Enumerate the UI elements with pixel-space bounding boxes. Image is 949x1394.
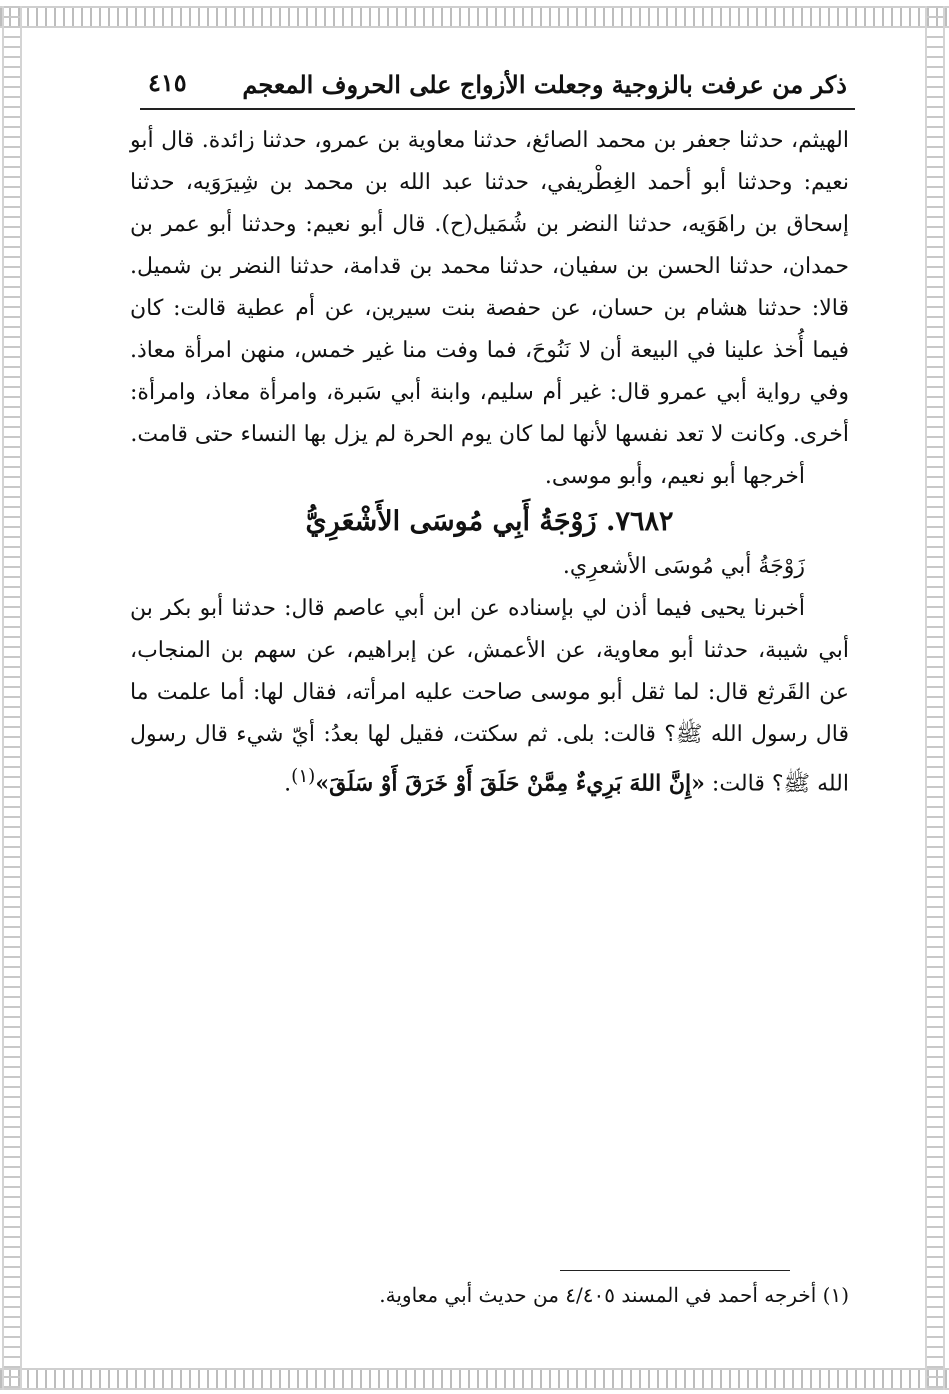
page-number: ٤١٥	[148, 68, 187, 97]
page-border-top	[0, 6, 949, 28]
paragraph-takhrij: أخرجها أبو نعيم، وأبو موسى.	[544, 464, 805, 489]
running-title: ذكر من عرفت بالزوجية وجعلت الأزواج على الحروف المعجم	[242, 70, 847, 99]
paragraph-isnad: الهيثم، حدثنا جعفر بن محمد الصائغ، حدثنا معاوية بن عمرو، حدثنا زائدة. قال أبو نعيم: وحدثنا أبو أحمد الغِطْريفي، حدثنا عبد الله بن محمد بن شِيرَوَيه، حدثنا إسحاق بن راهَوَيه، حدثنا النضر بن شُمَيل(ح). قال أبو نعيم: وحدثنا أبو عمر بن حمدان، حدثنا الحسن بن سفيان، حدثنا محمد بن قدامة، حدثنا النضر بن شميل. قالا: حدثنا هشام بن حسان، عن حفصة بنت سيرين، عن أم عطية قالت: كان فيما أُخذ علينا في البيعة أن لا نَنُوحَ، فما وفت منا غير خمس، منهن امرأة معاذ. وفي رواية أبي عمرو قال: غير أم سليم، وابنة أبي سَبرة، وامرأة معاذ، وامرأة: أخرى. وكانت لا تعد نفسها لأنها لما كان يوم الحرة لم يزل بها النساء حتى قامت.	[130, 128, 849, 447]
hadith-narration: أخبرنا يحيى فيما أذن لي بإسناده عن ابن أبي عاصم قال: حدثنا أبو بكر بن أبي شيبة، حدثنا أبو معاوية، عن الأعمش، عن إبراهيم، عن سهم بن المنجاب، عن القَرثع قال: لما ثقل أبو موسى صاحت عليه امرأته، فقال لها: أما علمت ما قال رسول الله ﷺ؟ قالت: بلى. ثم سكتت، فقيل لها بعدُ: أيّ شيء قال رسول الله ﷺ؟ قالت:	[130, 596, 849, 797]
page-border-left	[2, 6, 22, 1390]
entry-heading: ٧٦٨٢. زَوْجَةُ أَبِي مُوسَى الأَشْعَرِيُّ	[305, 506, 674, 537]
page-header	[140, 66, 855, 110]
page-border-right	[925, 6, 945, 1390]
main-text	[130, 120, 849, 805]
footnote-reference: (١)	[291, 766, 316, 787]
footnote: (١) أخرجه أحمد في المسند ٤/٤٠٥ من حديث أبي معاوية.	[379, 1283, 849, 1307]
paragraph-hadith	[130, 588, 849, 805]
paragraph-end-mark: .	[284, 771, 292, 797]
paragraph-entry-name: زَوْجَةُ أبي مُوسَى الأشعرِي.	[562, 554, 805, 579]
page-border-bottom	[0, 1368, 949, 1390]
footnote-divider	[560, 1270, 790, 1271]
hadith-quote: «إِنَّ اللهَ بَرِيءٌ مِمَّنْ حَلَقَ أَوْ خَرَقَ أَوْ سَلَقَ»	[315, 770, 705, 797]
